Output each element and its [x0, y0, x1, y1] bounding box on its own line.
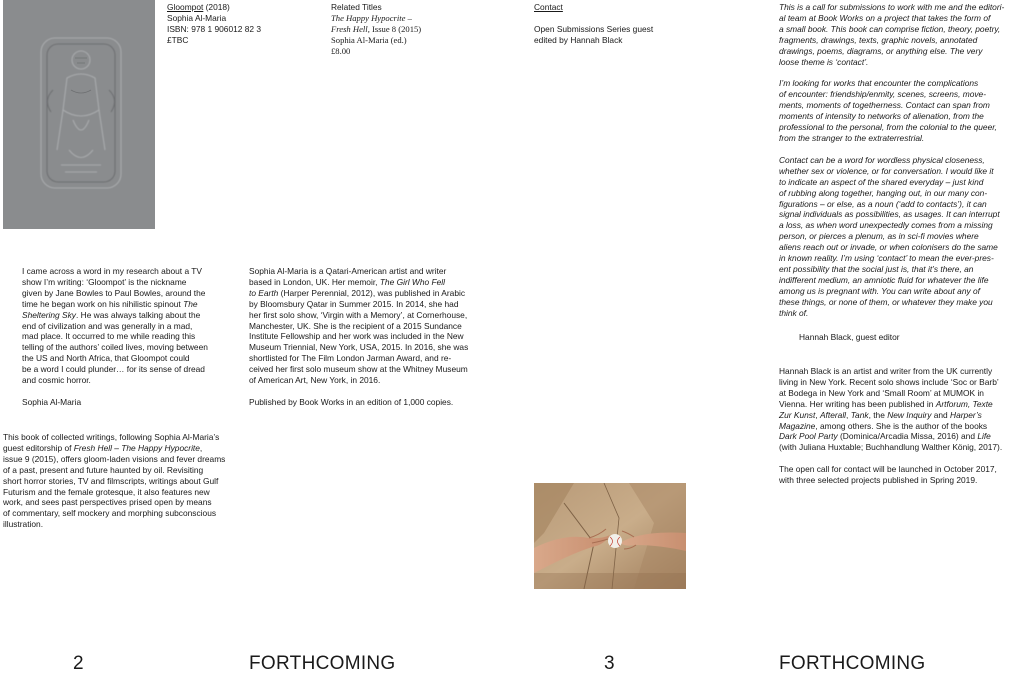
- quote-line: . He was always talking about the: [76, 309, 201, 320]
- page-number-left: 2: [73, 653, 84, 674]
- bio-line: based in London, UK. Her memoir,: [249, 276, 380, 287]
- call-line: figurations – or else, as a noun (‘add to contacts’), it can: [779, 198, 987, 209]
- editor-bio-italic: Artforum, Texte: [935, 398, 993, 409]
- related-price: £8.00: [331, 45, 351, 56]
- book-author: Sophia Al-Maria: [167, 12, 227, 23]
- bio-line: of American Art, New York, in 2016.: [249, 375, 381, 386]
- editor-bio-line: , among others. She is the author of the books: [815, 420, 988, 431]
- author-bio: [249, 266, 489, 408]
- open-call-line: with three selected projects published in Spring 2019.: [779, 475, 978, 486]
- editor-bio-line: ,: [815, 409, 820, 420]
- call-line: of rubbing along together, hanging out, in our many con-: [779, 187, 988, 198]
- quote-title: The: [183, 298, 198, 309]
- call-line: drawings, poems, diagrams, or anything else. The very: [779, 45, 983, 56]
- contact-hands-image: [534, 483, 686, 589]
- call-line: to indicate an aspect of the shared everyday – just kind: [779, 176, 984, 187]
- description-line: ,: [199, 442, 203, 453]
- book-price: £TBC: [167, 34, 189, 45]
- related-author: Sophia Al-Maria (ed.): [331, 34, 407, 45]
- related-title-italic: Fresh Hell: [331, 23, 368, 34]
- call-line: a loss, as when word unexpectedly comes from a missing: [779, 220, 993, 231]
- open-call-line: The open call for contact will be launched in October 2017,: [779, 464, 997, 475]
- editor-bio-italic: Dark Pool Party: [779, 431, 838, 442]
- call-line: indifferent medium, an amniotic fluid for whatever the life: [779, 274, 989, 285]
- bio-line: Institute Fellowship and her work was included in the New: [249, 331, 464, 342]
- bio-italic: The Girl Who Fell: [379, 276, 445, 287]
- contact-link[interactable]: Contact: [534, 2, 563, 12]
- hands-touching-image-icon: [534, 483, 686, 589]
- forthcoming-label-right: FORTHCOMING: [779, 653, 926, 674]
- description-line: of a past, present and future haunted by oil. Revisiting: [3, 464, 204, 475]
- forthcoming-label-left: FORTHCOMING: [249, 653, 396, 674]
- call-line: signal individuals as possibilities, as usages. It can interrupt: [779, 209, 1000, 220]
- bio-line: Sophia Al-Maria is a Qatari-American artist and writer: [249, 266, 447, 276]
- book-description: [3, 432, 243, 530]
- description-line: guest editorship of: [3, 442, 74, 453]
- call-paragraph-3: [779, 155, 1019, 319]
- gloompot-cover-figure-icon: [3, 0, 155, 229]
- description-line: of commentary, self mockery and morphing subconscious: [3, 508, 217, 519]
- bio-line: ceived her first solo museum show at the Whitney Museum: [249, 364, 468, 375]
- contact-line: Open Submissions Series guest: [534, 23, 654, 34]
- call-line: ent possibility that the social just is, that it’s there, an: [779, 263, 974, 274]
- bio-line: Manchester, UK. She is the recipient of a 2015 Sundance: [249, 320, 462, 331]
- call-line: loose theme is ‘contact’.: [779, 56, 869, 67]
- guest-editor-signature: Hannah Black, guest editor: [799, 332, 900, 342]
- description-line: work, and sees past perspectives prised open by means: [3, 497, 212, 508]
- quote-line: be a word I could plunder… for its sense of dread: [22, 364, 205, 375]
- edition-note: Published by Book Works in an edition of 1,000 copies.: [249, 396, 454, 407]
- bio-line: Museum Triennial, New York, USA, 2015. In 2016, she was: [249, 342, 469, 353]
- description-italic: Fresh Hell – The Happy Hypocrite: [73, 442, 200, 453]
- bio-italic: to Earth: [249, 287, 279, 298]
- call-line: of encounter: friendship/enmity, scenes, screens, move-: [779, 89, 986, 100]
- editor-bio-line: , the: [868, 409, 888, 420]
- editor-bio-line: ,: [846, 409, 851, 420]
- description-line: Futurism and the female grotesque, it also features new: [3, 486, 210, 497]
- editor-bio-line: Hannah Black is an artist and writer from the UK currently: [779, 366, 993, 376]
- bio-line: by Bloomsbury Qatar in Summer 2015. In 2014, she had: [249, 298, 459, 309]
- description-line: illustration.: [3, 519, 44, 530]
- call-line: I’m looking for works that encounter the complications: [779, 78, 979, 89]
- editor-bio-italic: Zur Kunst: [779, 409, 816, 420]
- related-heading: Related Titles: [331, 2, 382, 12]
- description-line: short horror stories, TV and filmscripts, writings about Gulf: [3, 475, 219, 486]
- bio-line: shortlisted for The Film London Jarman Award, and re-: [249, 353, 452, 364]
- quote-line: mad place. It occurred to me while reading this: [22, 331, 196, 342]
- call-line: aliens reach out or invade, or when colonisers do the same: [779, 242, 998, 253]
- quote-line: show I’m writing: ‘Gloompot’ is the nickname: [22, 276, 187, 287]
- contact-info: [534, 2, 704, 46]
- call-line: these things, or none of them, or whatever they make you: [779, 296, 993, 307]
- quote-line: I came across a word in my research about a TV: [22, 266, 202, 276]
- book-isbn: ISBN: 978 1 906012 82 3: [167, 23, 262, 34]
- call-line: professional to the personal, from the colonial to the queer,: [779, 122, 997, 133]
- call-paragraph-2: [779, 78, 1019, 143]
- call-line: ments, moments of togetherness. Contact can span from: [779, 100, 990, 111]
- quote-line: the US and North Africa, that Gloompot could: [22, 353, 190, 364]
- author-quote: [22, 266, 242, 408]
- editor-bio-line: (Dominica/Arcadia Missa, 2016) and: [837, 431, 978, 442]
- gloompot-cover-image: [3, 0, 155, 229]
- call-line: Contact can be a word for wordless physical closeness,: [779, 154, 985, 165]
- bio-line: (Harper Perennial, 2012), was published in Arabic: [278, 287, 466, 298]
- related-titles: [331, 2, 471, 57]
- quote-line: and cosmic horror.: [22, 375, 91, 386]
- call-line: think of.: [779, 307, 809, 318]
- call-line: fragments, drawings, texts, graphic novels, annotated: [779, 34, 978, 45]
- call-line: moments of intensity to networks of alienation, from the: [779, 111, 984, 122]
- call-line: from the stranger to the extraterrestrial.: [779, 132, 925, 143]
- call-line: a small book. This book can comprise fiction, theory, poetry,: [779, 23, 1001, 34]
- editor-bio: [779, 366, 1019, 486]
- related-title-line1: The Happy Hypocrite –: [331, 12, 412, 23]
- gloompot-title-link[interactable]: Gloompot: [167, 2, 204, 12]
- call-paragraph-1: [779, 2, 1019, 67]
- editor-bio-italic: Life: [977, 431, 991, 442]
- quote-line: time he began work on his nihilistic spinout: [22, 298, 184, 309]
- quote-line: telling of the authors’ coiled lives, moving between: [22, 342, 208, 353]
- call-line: in known reality. I’m using ‘contact’ to mean the ever-pres-: [779, 253, 994, 264]
- editor-bio-line: and: [931, 409, 951, 420]
- editor-bio-italic: Magazine: [779, 420, 816, 431]
- call-line: among us is pregnant with. You can write about any of: [779, 285, 980, 296]
- call-line: person, or pierces a plenum, as in sci-fi movies where: [779, 231, 979, 242]
- editor-bio-line: at Bodega in New York and ‘Small Room’ at MUMOK in: [779, 387, 984, 398]
- description-line: This book of collected writings, following Sophia Al-Maria’s: [3, 432, 220, 442]
- quote-line: end of civilization and was generally in a mad,: [22, 320, 193, 331]
- related-title-rest: , Issue 8 (2015): [367, 23, 422, 34]
- book-info: [167, 2, 297, 46]
- call-line: al team at Book Works on a project that takes the form of: [779, 12, 991, 23]
- book-year: (2018): [203, 2, 230, 12]
- call-for-submissions: [779, 2, 1019, 318]
- editor-bio-line: living in New York. Recent solo shows include ‘Soc or Barb’: [779, 376, 999, 387]
- bio-line: her first solo show, ‘Virgin with a Memory’, at Cornerhouse,: [249, 309, 468, 320]
- call-line: This is a call for submissions to work with me and the editori-: [779, 2, 1005, 12]
- quote-line: given by Jane Bowles to Paul Bowles, around the: [22, 287, 206, 298]
- editor-bio-line: Vienna. Her writing has been published in: [779, 398, 936, 409]
- contact-line: edited by Hannah Black: [534, 34, 623, 45]
- call-line: whether sex or violence, or for conversation. I would like it: [779, 165, 994, 176]
- editor-bio-italic: Tank: [850, 409, 869, 420]
- quote-title: Sheltering Sky: [22, 309, 76, 320]
- editor-bio-italic: New Inquiry: [887, 409, 932, 420]
- editor-bio-italic: Harper’s: [950, 409, 982, 420]
- quote-signature: Sophia Al-Maria: [22, 396, 82, 407]
- editor-bio-line: (with Juliana Huxtable; Buchhandlung Walther König, 2017).: [779, 442, 1003, 453]
- page-number-right: 3: [604, 653, 615, 674]
- description-line: issue 9 (2015), offers gloom-laden visions and fever dreams: [3, 453, 226, 464]
- editor-bio-italic: Afterall: [819, 409, 847, 420]
